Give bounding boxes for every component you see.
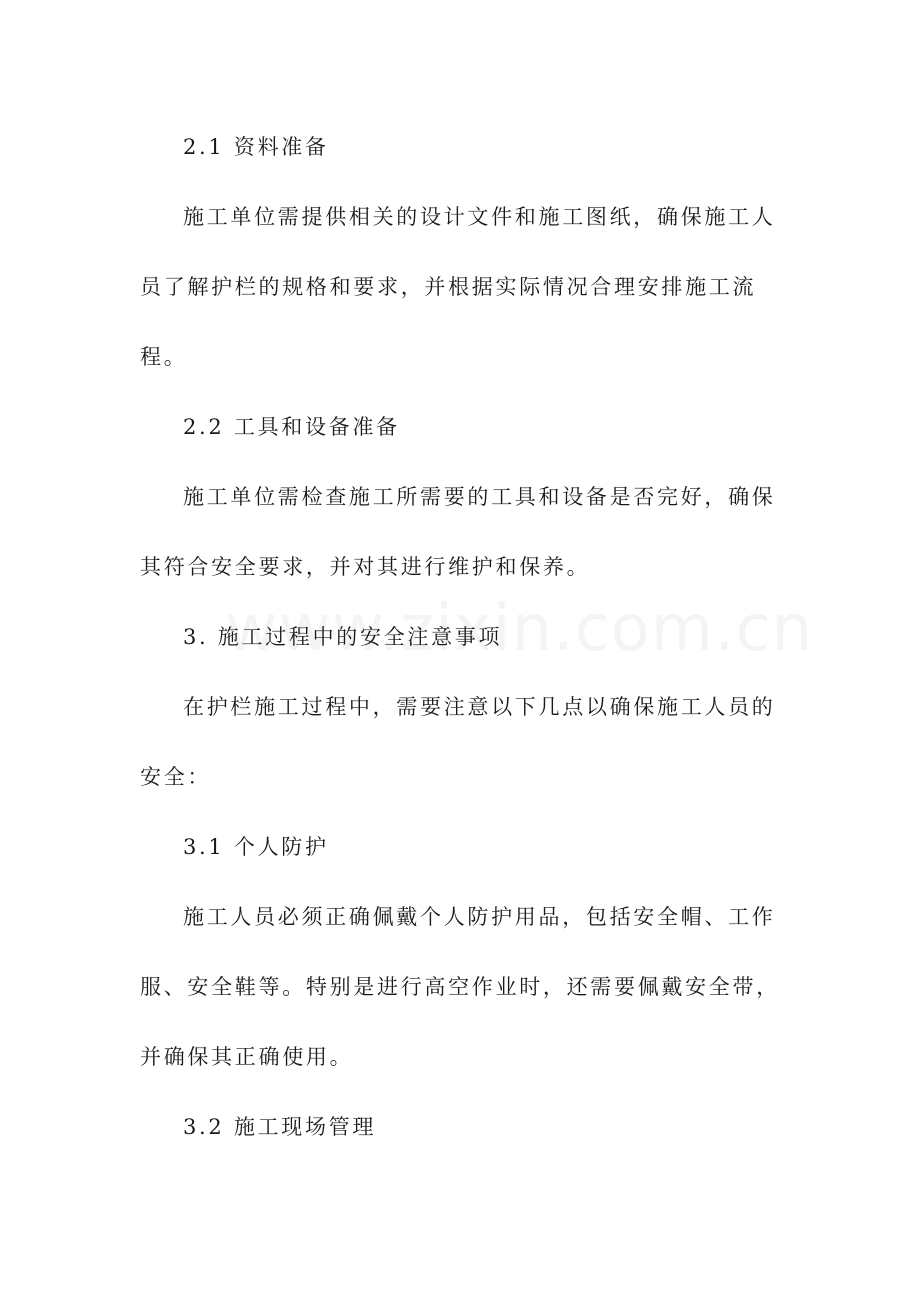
document-body [140, 112, 790, 1162]
paragraph-data-preparation: 施工单位需提供相关的设计文件和施工图纸，确保施工人员了解护栏的规格和要求，并根据实际情况合理安排施工流程。 [140, 205, 776, 369]
paragraph-tools-preparation: 施工单位需检查施工所需要的工具和设备是否完好，确保其符合安全要求，并对其进行维护和保养。 [140, 485, 776, 579]
section-heading-3-1: 3.1 个人防护 [183, 835, 329, 859]
paragraph-safety-intro: 在护栏施工过程中，需要注意以下几点以确保施工人员的安全： [140, 695, 776, 789]
section-heading-3: 3. 施工过程中的安全注意事项 [183, 625, 503, 649]
section-heading-2-1: 2.1 资料准备 [183, 135, 329, 159]
section-heading-2-2: 2.2 工具和设备准备 [183, 415, 400, 439]
paragraph-personal-protection: 施工人员必须正确佩戴个人防护用品，包括安全帽、工作服、安全鞋等。特别是进行高空作业时，还需要佩戴安全带，并确保其正确使用。 [140, 905, 780, 1069]
section-heading-3-2: 3.2 施工现场管理 [183, 1115, 377, 1139]
